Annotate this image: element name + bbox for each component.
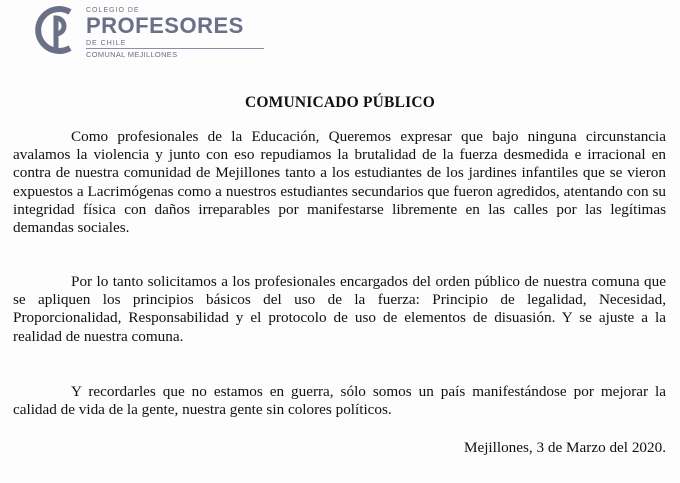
colegio-profesores-logo-icon: [34, 4, 80, 58]
paragraph-text: Y recordarles que no estamos en guerra, sólo somos un país manifestándose por mejorar la calidad de vida de la gente, nuestra gente sin colores políticos.: [13, 383, 666, 419]
signoff-place-date: Mejillones, 3 de Marzo del 2020.: [463, 439, 666, 456]
letterhead-name: PROFESORES: [86, 13, 244, 38]
paragraph-text: Por lo tanto solicitamos a los profesionales encargados del orden público de nuestra comuna que se apliquen los principios básicos del uso de la fuerza: Principio de legalidad, Necesidad, Proporcionalidad, Responsabilidad y el protocolo de uso de elementos de disuasión. Y se ajuste a la realidad de nuestra comuna.: [13, 273, 666, 345]
letterhead-logo: [34, 4, 264, 66]
paragraph-1: [13, 128, 666, 237]
paragraph-text: Como profesionales de la Educación, Queremos expresar que bajo ninguna circunstancia avalamos la violencia y junto con eso repudiamos la brutalidad de la fuerza desmedida e irracional en contra de nuestra comunidad de Mejillones tanto a los estudiantes de los jardines infantiles que se vieron expuestos a Lacrimógenas como a nuestros estudiantes secundarios que fueron agredidos, atentando con su integridad física con daños irreparables por manifestarse libremente en las calles por las legítimas demandas sociales.: [13, 128, 666, 237]
letterhead-line1: COLEGIO DE: [86, 7, 140, 14]
paragraph-3: [13, 383, 666, 419]
letterhead-line3: DE CHILE: [86, 40, 127, 47]
document-title: COMUNICADO PÚBLICO: [244, 94, 436, 111]
letterhead-divider: [86, 48, 264, 49]
paragraph-2: [13, 273, 666, 346]
letterhead-line4: COMUNAL MEJILLONES: [86, 50, 178, 59]
